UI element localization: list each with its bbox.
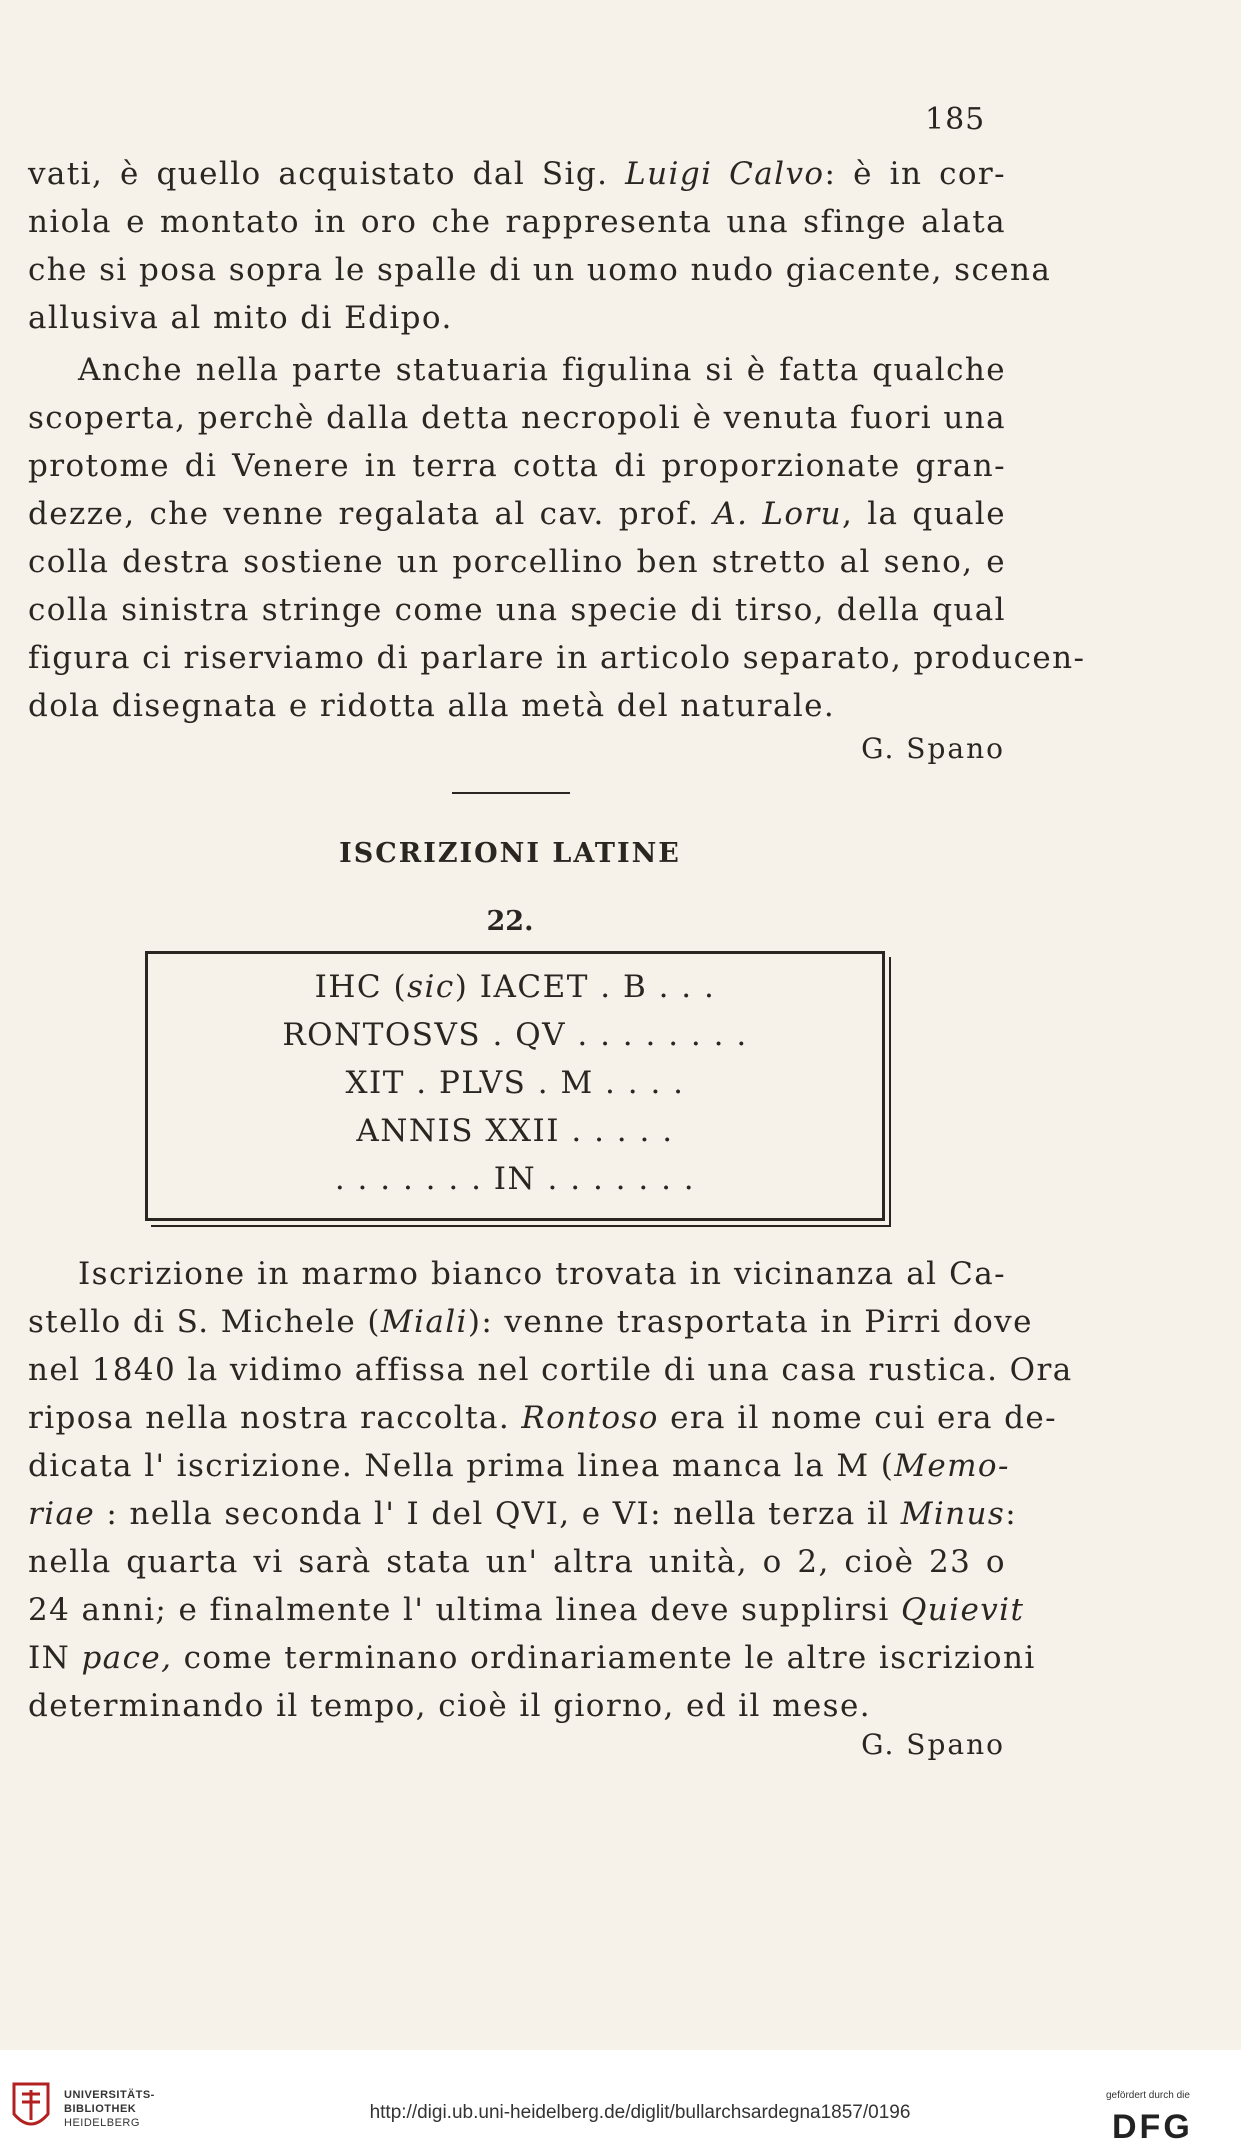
university-seal-icon (10, 2080, 52, 2136)
divider (452, 792, 570, 794)
text-line: scoperta, perchè dalla detta necropoli è venuta fuori una (28, 400, 1006, 436)
inscription-number: 22. (486, 906, 534, 937)
text-line: 24 anni; e finalmente l' ultima linea deve supplirsi Quievit (28, 1592, 1025, 1628)
text-line: stello di S. Michele (Miali): venne trasportata in Pirri dove (28, 1304, 1033, 1340)
text-line: dezze, che venne regalata al cav. prof. A. Loru, la quale (28, 496, 1006, 532)
text-line: dicata l' iscrizione. Nella prima linea manca la M (Memo- (28, 1448, 1010, 1484)
text-line: nella quarta vi sarà stata un' altra unità, o 2, cioè 23 o (28, 1544, 1006, 1580)
inscription-line: ANNIS XXII . . . . . (356, 1113, 674, 1149)
text-line: protome di Venere in terra cotta di proporzionate gran- (28, 448, 1006, 484)
text-line: dola disegnata e ridotta alla metà del naturale. (28, 688, 836, 724)
dfg-logo: DFG (1112, 2108, 1193, 2146)
page-url-link[interactable]: http://digi.ub.uni-heidelberg.de/diglit/bullarchsardegna1857/0196 (369, 2102, 911, 2123)
text-line: allusiva al mito di Edipo. (28, 300, 453, 336)
inscription-line: IHC (sic) IACET . B . . . (314, 969, 716, 1005)
paragraph-2 (28, 346, 1086, 730)
text-line: riposa nella nostra raccolta. Rontoso era il nome cui era de- (28, 1400, 1057, 1436)
text-line: colla sinistra stringe come una specie di tirso, della qual (28, 592, 1006, 628)
text-line: vati, è quello acquistato dal Sig. Luigi Calvo: è in cor- (28, 156, 1007, 192)
text-line: figura ci riserviamo di parlare in articolo separato, producen- (28, 640, 1086, 676)
paragraph-3 (28, 1250, 1073, 1730)
inscription-line: . . . . . . . IN . . . . . . . (334, 1161, 696, 1197)
signature: G. Spano (861, 732, 1005, 765)
signature: G. Spano (861, 1728, 1005, 1761)
section-heading: ISCRIZIONI LATINE (339, 838, 681, 869)
text-line: nel 1840 la vidimo affissa nel cortile di una casa rustica. Ora (28, 1352, 1073, 1388)
inscription-line: RONTOSVS . QV . . . . . . . . (282, 1017, 748, 1053)
text-line: determinando il tempo, cioè il giorno, ed il mese. (28, 1688, 871, 1724)
sponsor-note: gefördert durch die (1106, 2090, 1190, 2101)
viewer-footer (0, 2050, 1241, 2150)
text-line: niola e montato in oro che rappresenta una sfinge alata (28, 204, 1006, 240)
library-name: UNIVERSITÄTS- BIBLIOTHEK HEIDELBERG (64, 2089, 155, 2129)
text-line: Iscrizione in marmo bianco trovata in vicinanza al Ca- (78, 1256, 1006, 1292)
page-number: 185 (925, 102, 986, 137)
text-line: che si posa sopra le spalle di un uomo nudo giacente, scena (28, 252, 1052, 288)
inscription-box (145, 951, 885, 1221)
inscription-line: XIT . PLVS . M . . . . (345, 1065, 685, 1101)
text-line: colla destra sostiene un porcellino ben stretto al seno, e (28, 544, 1006, 580)
text-line: IN pace, come terminano ordinariamente le altre iscrizioni (28, 1640, 1036, 1676)
text-line: riae : nella seconda l' I del QVI, e VI: nella terza il Minus: (28, 1496, 1018, 1532)
paragraph-1 (28, 150, 1052, 342)
text-line: Anche nella parte statuaria figulina si è fatta qualche (78, 352, 1006, 388)
